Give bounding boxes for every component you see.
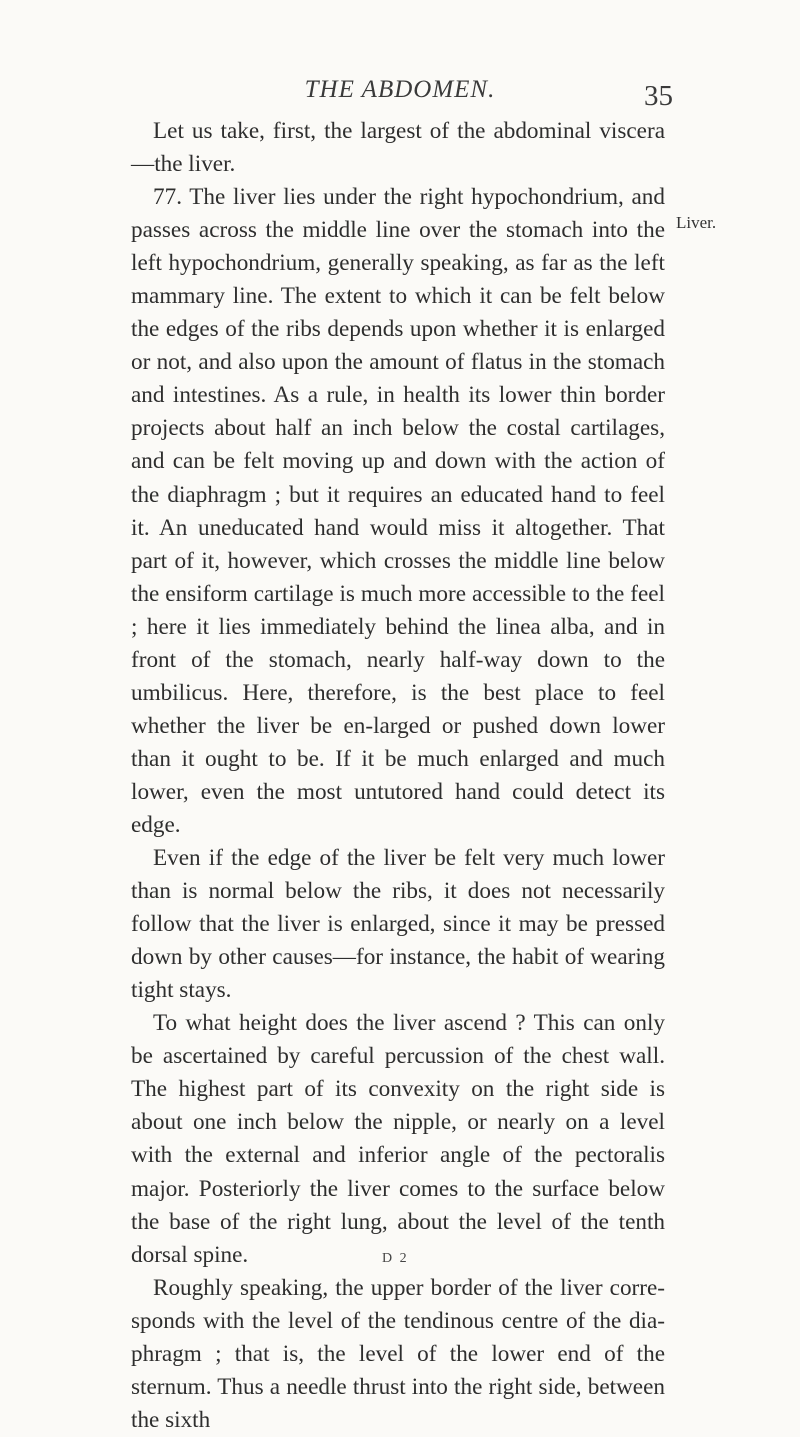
paragraph: Roughly speaking, the upper border of the liver corre-sponds with the level of the tendinous centre of the dia-phragm ; that is, the level of the lower end of the sternum. Thus a needle thrust into the right side, between the sixth (131, 1274, 665, 1433)
signature-mark: D 2 (382, 1251, 409, 1266)
paragraph: 77. The liver lies under the right hypochondrium, and passes across the middle line over the stomach into the left hypochondrium, generally speaking, as far as the left mammary line. The extent to which it can be felt below the edges of the ribs depends upon whether it is enlarged or not, and also upon the amount of flatus in the stomach and intestines. As a rule, in health its lower thin border projects about half an inch below the costal cartilages, and can be felt moving up and down with the action of the diaphragm ; but it requires an educated hand to feel it. An uneducated hand would miss it altogether. That part of it, however, which crosses the middle line below the ensiform cartilage is much more accessible to the feel ; here it lies immediately behind the linea alba, and in front of the stomach, nearly half-way down to the umbilicus. Here, therefore, is the best place to feel whether the liver be en-larged or pushed down lower than it ought to be. If it be much enlarged and much lower, even the most untutored hand could detect its edge. (131, 184, 665, 838)
paragraph: To what height does the liver ascend ? This can only be ascertained by careful percussion of the chest wall. The highest part of its convexity on the right side is about one inch below the nipple, or nearly on a level with the external and inferior angle of the pectoralis major. Posteriorly the liver comes to the surface below the base of the right lung, about the level of the tenth dorsal spine. (131, 1010, 665, 1268)
margin-note: Liver. (676, 213, 717, 232)
paragraph: Let us take, first, the largest of the abdominal viscera—the liver. (131, 118, 665, 178)
page-number: 35 (644, 80, 673, 112)
body-text (131, 115, 665, 1437)
paragraph: Even if the edge of the liver be felt very much lower than is normal below the ribs, it does not necessarily follow that the liver is enlarged, since it may be pressed down by other causes—for instance, the habit of wearing tight stays. (131, 845, 665, 1004)
running-title: THE ABDOMEN. (304, 76, 496, 103)
